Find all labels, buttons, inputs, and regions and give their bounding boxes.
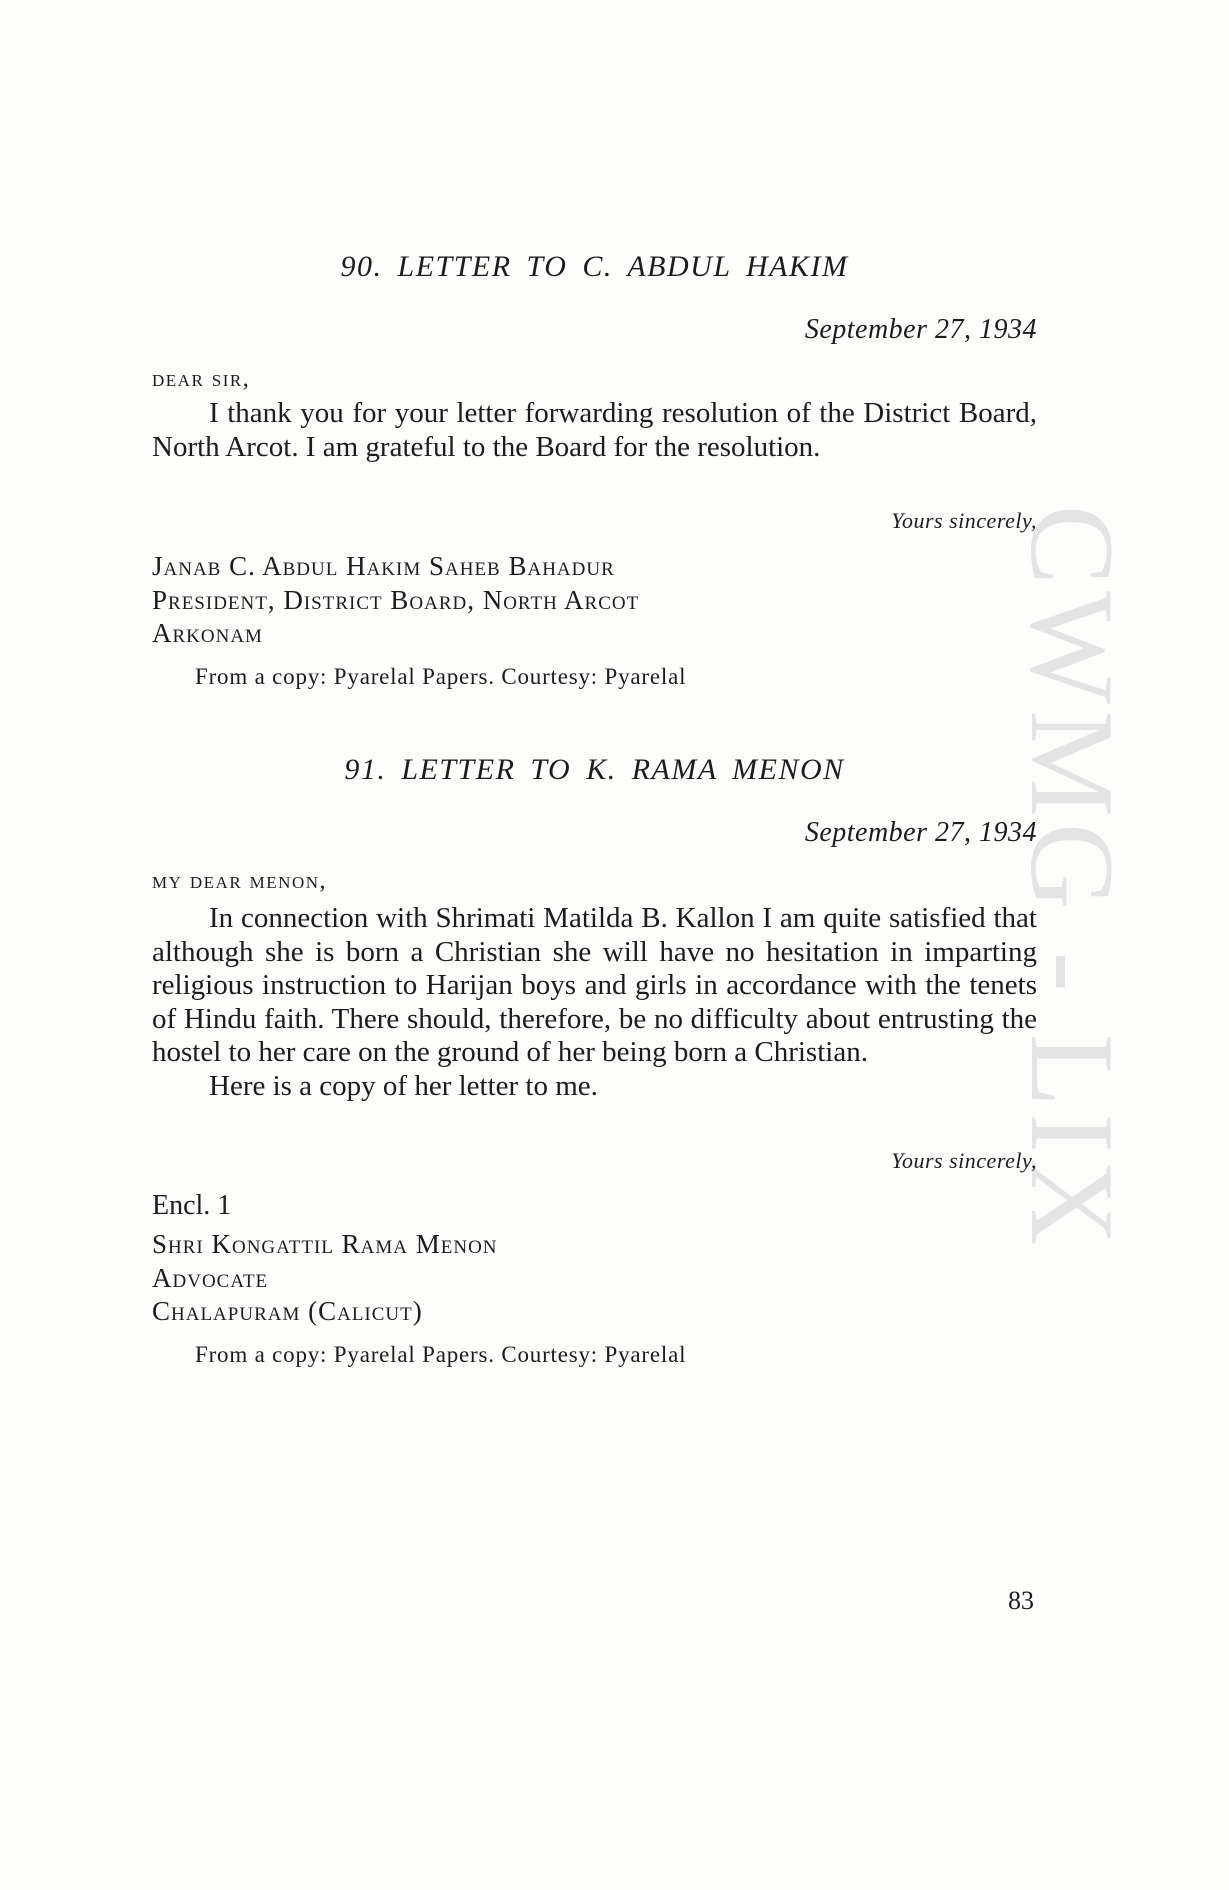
- letter-title: 91. LETTER TO K. RAMA MENON: [344, 753, 845, 786]
- address-line: Chalapuram (Calicut): [152, 1296, 423, 1326]
- letter-title: 90. LETTER TO C. ABDUL HAKIM: [340, 250, 849, 283]
- recipient-address: [152, 550, 639, 651]
- enclosure-note: Encl. 1: [152, 1190, 232, 1221]
- closing: Yours sincerely,: [891, 1148, 1037, 1173]
- address-line: Janab C. Abdul Hakim Saheb Bahadur: [152, 551, 615, 581]
- watermark: CWMG - LIX: [1006, 505, 1139, 1252]
- address-line: Advocate: [152, 1262, 269, 1293]
- letter-date: September 27, 1934: [804, 314, 1037, 345]
- salutation: dear sir,: [152, 366, 251, 392]
- paragraph: I thank you for your letter forwarding resolution of the District Board, North Arcot. I am grateful to the Board for the resolution.: [152, 397, 1037, 463]
- page-number: 83: [1008, 1586, 1034, 1615]
- letter-body: [152, 397, 1037, 464]
- source-note: From a copy: Pyarelal Papers. Courtesy: Pyarelal: [195, 1342, 687, 1367]
- letter-date: September 27, 1934: [804, 817, 1037, 848]
- address-line: President, District Board, North Arcot: [152, 584, 640, 615]
- salutation: my dear menon,: [152, 868, 327, 894]
- address-line: Shri Kongattil Rama Menon: [152, 1229, 498, 1259]
- letter-body: [152, 902, 1037, 1103]
- paragraph: In connection with Shrimati Matilda B. Kallon I am quite satisfied that although she is born a Christian she will have no hesitation in imparting religious instruction to Harijan boys and girls in accordance with the tenets of Hindu faith. There should, therefore, be no difficulty about entrusting the hostel to her care on the ground of her being born a Christian.: [152, 902, 1037, 1068]
- recipient-address: [152, 1228, 498, 1329]
- source-note: From a copy: Pyarelal Papers. Courtesy: Pyarelal: [195, 664, 687, 689]
- paragraph: Here is a copy of her letter to me.: [209, 1069, 598, 1102]
- address-line: Arkonam: [152, 618, 263, 648]
- closing: Yours sincerely,: [891, 508, 1037, 533]
